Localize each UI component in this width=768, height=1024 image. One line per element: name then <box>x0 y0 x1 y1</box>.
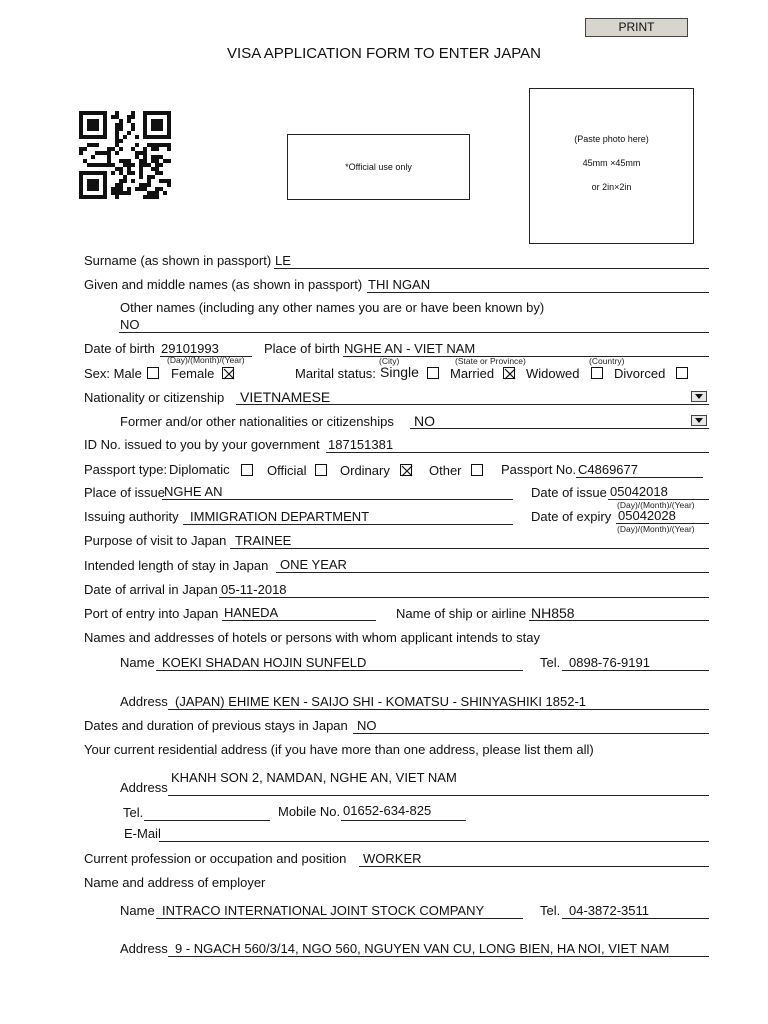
nationality-dropdown-arrow[interactable] <box>691 391 707 402</box>
diplomatic-checkbox[interactable] <box>241 464 253 476</box>
host-name-underline <box>156 670 523 671</box>
checked-x-icon <box>504 368 516 380</box>
purpose-underline <box>230 548 709 549</box>
residence-label: Your current residential address (if you have more than one address, please list them all) <box>84 742 594 757</box>
diplomatic-label: Diplomatic <box>169 462 230 477</box>
single-checkbox[interactable] <box>427 367 439 379</box>
id-field[interactable]: 187151381 <box>328 437 394 452</box>
ordinary-checkbox[interactable] <box>400 464 412 476</box>
date-issue-hint: (Day)/(Month)/(Year) <box>617 500 695 510</box>
res-tel-label: Tel. <box>123 805 144 820</box>
given-names-label: Given and middle names (as shown in passport) <box>84 277 363 292</box>
single-label: Single <box>380 364 419 380</box>
mobile-label: Mobile No. <box>278 804 341 819</box>
divorced-checkbox[interactable] <box>676 367 688 379</box>
host-tel-underline <box>562 670 709 671</box>
date-expiry-field[interactable]: 05042028 <box>618 508 676 523</box>
previous-stays-field[interactable]: NO <box>357 718 377 733</box>
official-label: Official <box>267 463 307 478</box>
nationality-select[interactable]: VIETNAMESE <box>240 389 331 405</box>
host-name-field[interactable]: KOEKI SHADAN HOJIN SUNFELD <box>162 655 367 670</box>
widowed-checkbox[interactable] <box>591 367 603 379</box>
former-nationality-underline <box>410 428 709 429</box>
photo-text-2: 45mm ×45mm <box>582 158 641 168</box>
host-name-label: Name <box>120 655 155 670</box>
ordinary-label: Ordinary <box>340 463 390 478</box>
date-issue-label: Date of issue <box>531 485 607 500</box>
checked-x-icon <box>223 368 235 380</box>
photo-box[interactable] <box>529 88 694 244</box>
emp-name-underline <box>156 918 523 919</box>
photo-text-1: (Paste photo here) <box>574 134 649 144</box>
surname-underline <box>274 268 709 269</box>
nationality-underline <box>236 404 709 405</box>
emp-name-label: Name <box>120 903 155 918</box>
host-address-underline <box>168 709 709 710</box>
given-names-underline <box>367 292 709 293</box>
official-use-box <box>287 134 470 200</box>
authority-underline <box>183 524 513 525</box>
emp-address-field[interactable]: 9 - NGACH 560/3/14, NGO 560, NGUYEN VAN CU, LONG BIEN, HA NOI, VIET NAM <box>175 941 670 956</box>
hotels-label: Names and addresses of hotels or persons with whom applicant intends to stay <box>84 630 540 645</box>
chevron-down-icon <box>695 394 703 399</box>
host-address-field[interactable]: (JAPAN) EHIME KEN - SAIJO SHI - KOMATSU - SHINYASHIKI 1852-1 <box>175 694 587 709</box>
port-underline <box>222 620 376 621</box>
qr-code <box>79 111 171 199</box>
length-label: Intended length of stay in Japan <box>84 558 269 573</box>
res-address-underline <box>168 795 709 796</box>
dob-hint: (Day)/(Month)/(Year) <box>167 355 245 365</box>
purpose-label: Purpose of visit to Japan <box>84 533 227 548</box>
date-expiry-hint: (Day)/(Month)/(Year) <box>617 524 695 534</box>
pob-country-hint: (Country) <box>589 356 625 366</box>
other-names-field[interactable]: NO <box>120 317 140 332</box>
surname-label: Surname (as shown in passport) <box>84 253 272 268</box>
res-address-label: Address <box>120 780 168 795</box>
checked-x-icon <box>401 465 413 477</box>
email-underline[interactable] <box>159 841 709 842</box>
widowed-label: Widowed <box>526 366 580 381</box>
passport-no-underline <box>576 477 703 478</box>
given-names-field[interactable]: THI NGAN <box>368 277 431 292</box>
emp-address-label: Address <box>120 941 168 956</box>
place-issue-field[interactable]: NGHE AN <box>164 484 223 499</box>
ship-underline <box>529 620 709 621</box>
length-field[interactable]: ONE YEAR <box>280 557 347 572</box>
purpose-field[interactable]: TRAINEE <box>235 533 292 548</box>
nationality-label: Nationality or citizenship <box>84 390 225 405</box>
dob-field[interactable]: 29101993 <box>161 341 219 356</box>
length-underline <box>276 572 709 573</box>
emp-address-underline <box>168 956 709 957</box>
surname-field[interactable]: LE <box>275 253 291 268</box>
pob-state-hint: (State or Province) <box>455 356 526 366</box>
married-label: Married <box>450 366 495 381</box>
previous-stays-label: Dates and duration of previous stays in Japan <box>84 718 348 733</box>
mobile-underline <box>341 820 466 821</box>
marital-label: Marital status: <box>295 366 376 381</box>
print-button[interactable]: PRINT <box>585 18 688 37</box>
chevron-down-icon <box>695 418 703 423</box>
host-tel-label: Tel. <box>540 655 561 670</box>
passport-no-field[interactable]: C4869677 <box>578 462 638 477</box>
page-title: VISA APPLICATION FORM TO ENTER JAPAN <box>227 45 541 62</box>
female-checkbox[interactable] <box>222 367 234 379</box>
other-type-checkbox[interactable] <box>471 464 483 476</box>
official-use-text: *Official use only <box>345 162 412 172</box>
id-label: ID No. issued to you by your government <box>84 437 320 452</box>
pob-city-hint: (City) <box>379 356 400 366</box>
married-checkbox[interactable] <box>503 367 515 379</box>
former-nationality-label: Former and/or other nationalities or citizenships <box>120 414 394 429</box>
arrival-underline <box>219 597 709 598</box>
emp-tel-label: Tel. <box>540 903 561 918</box>
emp-name-field[interactable]: INTRACO INTERNATIONAL JOINT STOCK COMPANY <box>162 903 485 918</box>
employer-label: Name and address of employer <box>84 875 266 890</box>
former-nationality-dropdown-arrow[interactable] <box>691 415 707 426</box>
date-issue-field[interactable]: 05042018 <box>610 484 668 499</box>
date-expiry-label: Date of expiry <box>531 509 612 524</box>
divorced-label: Divorced <box>614 366 666 381</box>
male-checkbox[interactable] <box>147 367 159 379</box>
sex-male-label: Sex: Male <box>84 366 142 381</box>
pob-field[interactable]: NGHE AN - VIET NAM <box>344 341 476 356</box>
profession-underline <box>359 866 709 867</box>
arrival-label: Date of arrival in Japan <box>84 582 218 597</box>
pob-label: Place of birth <box>264 341 340 356</box>
authority-field[interactable]: IMMIGRATION DEPARTMENT <box>190 509 370 524</box>
emp-tel-field[interactable]: 04-3872-3511 <box>569 903 649 918</box>
res-tel-underline[interactable] <box>144 820 270 821</box>
port-field[interactable]: HANEDA <box>224 605 279 620</box>
profession-label: Current profession or occupation and position <box>84 851 347 866</box>
id-underline <box>326 452 709 453</box>
female-label: Female <box>171 366 215 381</box>
other-type-label: Other <box>429 463 462 478</box>
port-label: Port of entry into Japan <box>84 606 219 621</box>
email-label: E-Mail <box>124 826 161 841</box>
official-checkbox[interactable] <box>315 464 327 476</box>
ship-label: Name of ship or airline <box>396 606 527 621</box>
dob-label: Date of birth <box>84 341 155 356</box>
authority-label: Issuing authority <box>84 509 179 524</box>
place-issue-underline <box>162 499 513 500</box>
mobile-field[interactable]: 01652-634-825 <box>343 803 432 818</box>
host-address-label: Address <box>120 694 168 709</box>
arrival-field[interactable]: 05-11-2018 <box>221 582 287 597</box>
other-names-label: Other names (including any other names you are or have been known by) <box>120 300 545 315</box>
passport-type-label: Passport type: <box>84 462 168 477</box>
former-nationality-select[interactable]: NO <box>414 413 435 429</box>
profession-field[interactable]: WORKER <box>363 851 422 866</box>
other-names-underline <box>119 332 709 333</box>
passport-no-label: Passport No. <box>501 462 577 477</box>
emp-tel-underline <box>562 918 709 919</box>
photo-text-3: or 2in×2in <box>591 182 632 192</box>
place-issue-label: Place of issue <box>84 485 165 500</box>
host-tel-field[interactable]: 0898-76-9191 <box>569 655 650 670</box>
res-address-field[interactable]: KHANH SON 2, NAMDAN, NGHE AN, VIET NAM <box>171 770 457 785</box>
ship-field[interactable]: NH858 <box>531 605 575 621</box>
previous-stays-underline <box>353 733 709 734</box>
